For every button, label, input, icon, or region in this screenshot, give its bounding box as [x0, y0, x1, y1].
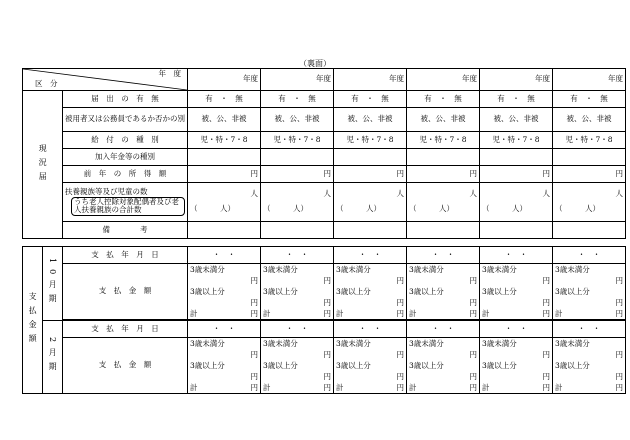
yen-unit: 円 [469, 298, 477, 307]
under3-label: 3歳未満分 [409, 339, 444, 348]
oct-date-value[interactable]: ・ ・ [334, 247, 407, 264]
total-label: 計 [409, 383, 417, 392]
row-feb-date [23, 321, 626, 338]
oct-date-value[interactable]: ・ ・ [407, 247, 480, 264]
income-value[interactable]: 円 [334, 166, 407, 183]
dependents-unit: 人 [323, 189, 331, 199]
total-label: 計 [555, 309, 563, 318]
submission-label: 届 出 の 有 無 [63, 91, 188, 108]
row-employer [23, 108, 626, 132]
payment-group-label: 支払金額 [23, 247, 43, 394]
over3-label: 3歳以上分 [190, 361, 225, 370]
feb-month-label: 2月期 [43, 321, 63, 394]
submission-value[interactable]: 有 ・ 無 [480, 91, 553, 108]
submission-value[interactable]: 有 ・ 無 [407, 91, 480, 108]
benefit-type-label: 給 付 の 種 別 [63, 132, 188, 149]
year-cell[interactable]: 年度 [553, 69, 626, 91]
yen-unit: 円 [323, 309, 331, 318]
dependents-value[interactable] [553, 183, 626, 222]
header-diagonal-cell [23, 69, 188, 91]
benefit-type-value[interactable]: 児・特・7・8 [553, 132, 626, 149]
income-label: 前 年 の 所 得 額 [63, 166, 188, 183]
yen-unit: 円 [250, 276, 258, 285]
feb-amount-value[interactable] [188, 338, 261, 394]
yen-unit: 円 [615, 350, 623, 359]
benefit-type-value[interactable]: 児・特・7・8 [261, 132, 334, 149]
yen-unit: 円 [323, 383, 331, 392]
over3-label: 3歳以上分 [482, 361, 517, 370]
yen-unit: 円 [542, 372, 550, 381]
over3-label: 3歳以上分 [336, 287, 371, 296]
feb-amount-value[interactable] [553, 338, 626, 394]
oct-amount-value[interactable] [407, 264, 480, 320]
row-income [23, 166, 626, 183]
yen-unit: 円 [469, 309, 477, 318]
feb-amount-label: 支 払 金 額 [63, 338, 188, 394]
oct-date-value[interactable]: ・ ・ [480, 247, 553, 264]
total-label: 計 [336, 383, 344, 392]
yen-unit: 円 [542, 309, 550, 318]
row-benefit-type [23, 132, 626, 149]
benefit-type-value[interactable]: 児・特・7・8 [480, 132, 553, 149]
under3-label: 3歳未満分 [555, 339, 590, 348]
over3-label: 3歳以上分 [409, 287, 444, 296]
benefit-type-value[interactable]: 児・特・7・8 [334, 132, 407, 149]
income-value[interactable]: 円 [407, 166, 480, 183]
income-value[interactable]: 円 [480, 166, 553, 183]
total-label: 計 [190, 309, 198, 318]
under3-label: 3歳未満分 [555, 265, 590, 274]
benefit-type-value[interactable]: 児・特・7・8 [407, 132, 480, 149]
row-pension [23, 149, 626, 166]
employer-value[interactable]: 被、公、非被 [261, 108, 334, 132]
yen-unit: 円 [250, 309, 258, 318]
yen-unit: 円 [615, 383, 623, 392]
yen-unit: 円 [615, 372, 623, 381]
section-heading: 区 分 [35, 79, 58, 89]
income-value[interactable]: 円 [261, 166, 334, 183]
dependents-sub-value: （ 人） [190, 204, 235, 213]
dependents-label-sub: うち老人控除対象配偶者及び老人扶養親族の合計数 [71, 197, 185, 216]
row-oct-date [23, 247, 626, 264]
feb-date-value[interactable]: ・ ・ [334, 321, 407, 338]
feb-date-value[interactable]: ・ ・ [553, 321, 626, 338]
submission-value[interactable]: 有 ・ 無 [334, 91, 407, 108]
remarks-value[interactable] [188, 222, 261, 239]
dependents-value[interactable] [261, 183, 334, 222]
dependents-sub-value: （ 人） [482, 204, 527, 213]
over3-label: 3歳以上分 [409, 361, 444, 370]
feb-amount-value[interactable] [261, 338, 334, 394]
yen-unit: 円 [323, 276, 331, 285]
submission-value[interactable]: 有 ・ 無 [553, 91, 626, 108]
pension-value[interactable] [334, 149, 407, 166]
section-gap [23, 239, 626, 247]
dependents-unit: 人 [396, 189, 404, 199]
dependents-unit: 人 [615, 189, 623, 199]
feb-amount-value[interactable] [334, 338, 407, 394]
pension-value[interactable] [553, 149, 626, 166]
over3-label: 3歳以上分 [555, 287, 590, 296]
yen-unit: 円 [469, 372, 477, 381]
current-status-group-label: 現況届 [23, 91, 63, 239]
under3-label: 3歳未満分 [190, 265, 225, 274]
feb-amount-value[interactable] [407, 338, 480, 394]
under3-label: 3歳未満分 [336, 265, 371, 274]
total-label: 計 [263, 383, 271, 392]
row-submission [23, 91, 626, 108]
row-feb-amount [23, 338, 626, 394]
total-label: 計 [263, 309, 271, 318]
submission-value[interactable]: 有 ・ 無 [188, 91, 261, 108]
oct-amount-value[interactable] [261, 264, 334, 320]
yen-unit: 円 [396, 372, 404, 381]
yen-unit: 円 [396, 350, 404, 359]
yen-unit: 円 [396, 298, 404, 307]
over3-label: 3歳以上分 [190, 287, 225, 296]
feb-amount-value[interactable] [480, 338, 553, 394]
year-heading: 年 度 [158, 69, 181, 78]
employer-value[interactable]: 被、公、非被 [188, 108, 261, 132]
oct-month-label: 10月期 [43, 247, 63, 321]
pension-value[interactable] [261, 149, 334, 166]
income-value[interactable]: 円 [553, 166, 626, 183]
oct-amount-value[interactable] [553, 264, 626, 320]
yen-unit: 円 [615, 276, 623, 285]
yen-unit: 円 [396, 309, 404, 318]
dependents-sub-value: （ 人） [336, 204, 381, 213]
feb-date-value[interactable]: ・ ・ [188, 321, 261, 338]
dependents-value[interactable] [480, 183, 553, 222]
year-cell[interactable]: 年度 [407, 69, 480, 91]
dependents-unit: 人 [469, 189, 477, 199]
yen-unit: 円 [542, 276, 550, 285]
dependents-sub-value: （ 人） [409, 204, 454, 213]
over3-label: 3歳以上分 [336, 361, 371, 370]
yen-unit: 円 [250, 298, 258, 307]
year-cell[interactable]: 年度 [334, 69, 407, 91]
feb-date-value[interactable]: ・ ・ [407, 321, 480, 338]
pension-value[interactable] [188, 149, 261, 166]
under3-label: 3歳未満分 [482, 265, 517, 274]
pension-value[interactable] [407, 149, 480, 166]
total-label: 計 [190, 383, 198, 392]
employer-value[interactable]: 被、公、非被 [553, 108, 626, 132]
dependents-value[interactable] [407, 183, 480, 222]
dependents-sub-value: （ 人） [263, 204, 308, 213]
dependents-unit: 人 [250, 189, 258, 199]
yen-unit: 円 [323, 298, 331, 307]
remarks-value[interactable] [261, 222, 334, 239]
benefit-type-value[interactable]: 児・特・7・8 [188, 132, 261, 149]
yen-unit: 円 [469, 383, 477, 392]
pension-value[interactable] [480, 149, 553, 166]
header-row [23, 69, 626, 91]
under3-label: 3歳未満分 [482, 339, 517, 348]
remarks-label: 備 考 [63, 222, 188, 239]
feb-date-value[interactable]: ・ ・ [261, 321, 334, 338]
yen-unit: 円 [250, 372, 258, 381]
yen-unit: 円 [469, 276, 477, 285]
row-oct-amount [23, 264, 626, 320]
under3-label: 3歳未満分 [263, 265, 298, 274]
year-cell[interactable]: 年度 [480, 69, 553, 91]
total-label: 計 [555, 383, 563, 392]
total-label: 計 [336, 309, 344, 318]
yen-unit: 円 [615, 298, 623, 307]
income-value[interactable]: 円 [188, 166, 261, 183]
oct-amount-label: 支 払 金 額 [63, 264, 188, 320]
feb-date-value[interactable]: ・ ・ [480, 321, 553, 338]
under3-label: 3歳未満分 [190, 339, 225, 348]
dependents-sub-value: （ 人） [555, 204, 600, 213]
over3-label: 3歳以上分 [263, 361, 298, 370]
row-remarks [23, 222, 626, 239]
employer-value[interactable]: 被、公、非被 [407, 108, 480, 132]
dependents-label [63, 183, 188, 222]
total-label: 計 [409, 309, 417, 318]
oct-date-value[interactable]: ・ ・ [553, 247, 626, 264]
remarks-value[interactable] [553, 222, 626, 239]
yen-unit: 円 [250, 383, 258, 392]
status-table [22, 68, 626, 394]
employer-label: 被用者又は公務員であるか否かの別 [63, 108, 188, 132]
over3-label: 3歳以上分 [482, 287, 517, 296]
year-cell[interactable]: 年度 [261, 69, 334, 91]
feb-date-label: 支 払 年 月 日 [63, 321, 188, 338]
yen-unit: 円 [250, 350, 258, 359]
employer-value[interactable]: 被、公、非被 [334, 108, 407, 132]
total-label: 計 [482, 309, 490, 318]
oct-amount-value[interactable] [188, 264, 261, 320]
employer-value[interactable]: 被、公、非被 [480, 108, 553, 132]
under3-label: 3歳未満分 [409, 265, 444, 274]
yen-unit: 円 [615, 309, 623, 318]
yen-unit: 円 [396, 383, 404, 392]
yen-unit: 円 [396, 276, 404, 285]
yen-unit: 円 [323, 372, 331, 381]
row-dependents [23, 183, 626, 222]
remarks-value[interactable] [480, 222, 553, 239]
dependents-label-main: 扶養親族等及び児童の数 [65, 187, 148, 197]
remarks-value[interactable] [334, 222, 407, 239]
yen-unit: 円 [469, 350, 477, 359]
oct-amount-value[interactable] [480, 264, 553, 320]
oct-date-label: 支 払 年 月 日 [63, 247, 188, 264]
pension-label: 加入年金等の種別 [63, 149, 188, 166]
dependents-value[interactable] [334, 183, 407, 222]
dependents-unit: 人 [542, 189, 550, 199]
yen-unit: 円 [542, 383, 550, 392]
dependents-value[interactable] [188, 183, 261, 222]
remarks-value[interactable] [407, 222, 480, 239]
under3-label: 3歳未満分 [336, 339, 371, 348]
year-cell[interactable]: 年度 [188, 69, 261, 91]
over3-label: 3歳以上分 [263, 287, 298, 296]
submission-value[interactable]: 有 ・ 無 [261, 91, 334, 108]
over3-label: 3歳以上分 [555, 361, 590, 370]
yen-unit: 円 [542, 350, 550, 359]
yen-unit: 円 [542, 298, 550, 307]
page-side-label: （裏面） [299, 59, 331, 68]
under3-label: 3歳未満分 [263, 339, 298, 348]
oct-date-value[interactable]: ・ ・ [188, 247, 261, 264]
oct-amount-value[interactable] [334, 264, 407, 320]
yen-unit: 円 [323, 350, 331, 359]
oct-date-value[interactable]: ・ ・ [261, 247, 334, 264]
total-label: 計 [482, 383, 490, 392]
